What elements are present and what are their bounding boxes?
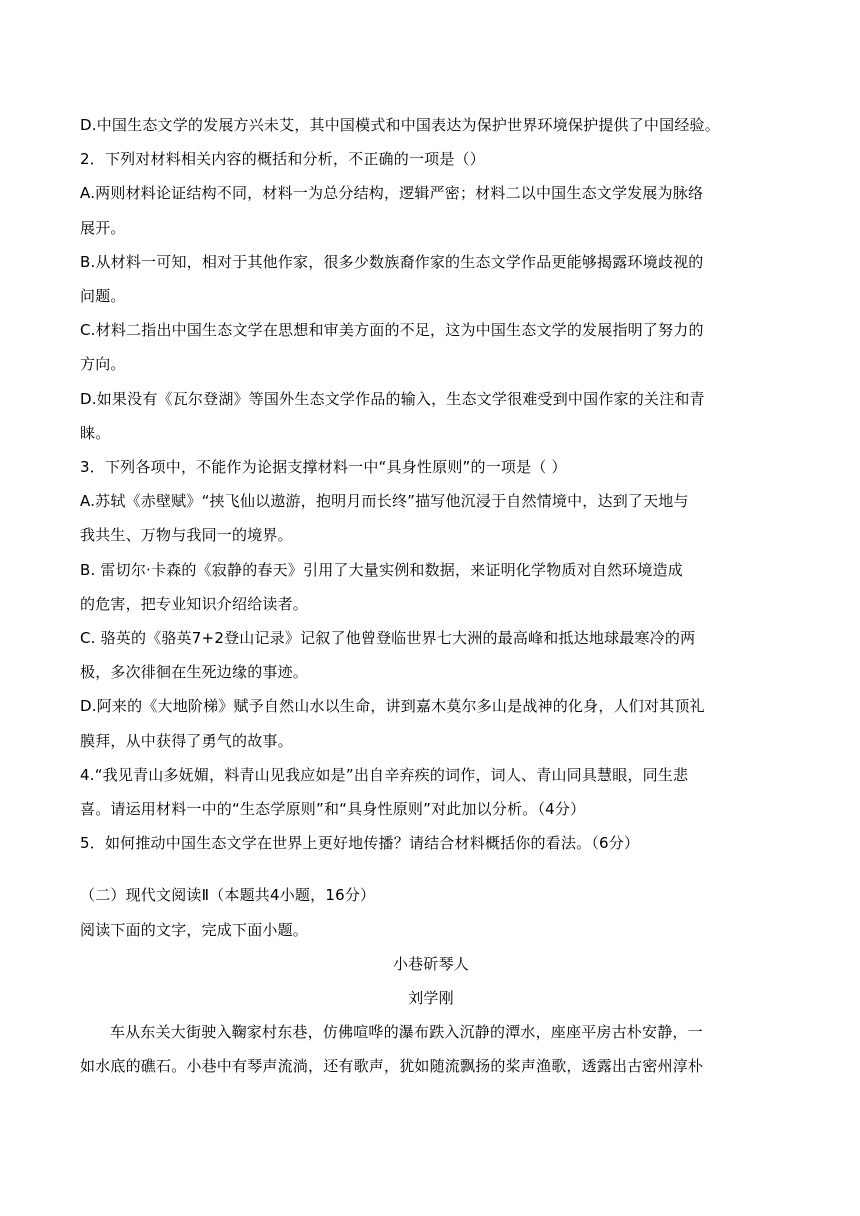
question-3: 3．下列各项中，不能作为论据支撑材料一中“具身性原则”的一项是（ ） <box>80 458 567 477</box>
q3-option-c-line1: C. 骆英的《骆英7+2登山记录》记叙了他曾登临世界七大洲的最高峰和抵达地球最寒冷的两 <box>80 629 696 648</box>
q3-option-b-line2: 的危害，把专业知识介绍给读者。 <box>80 594 309 613</box>
q2-option-c-line2: 方向。 <box>80 355 126 374</box>
q2-option-d-line2: 睐。 <box>80 423 111 442</box>
article-author: 刘学刚 <box>408 989 454 1008</box>
q3-option-d-line2: 膜拜，从中获得了勇气的故事。 <box>80 731 293 750</box>
q3-option-a-line2: 我共生、万物与我同一的境界。 <box>80 526 293 545</box>
question-2: 2．下列对材料相关内容的概括和分析，不正确的一项是（） <box>80 150 485 169</box>
document-page <box>80 108 782 1084</box>
q2-option-a-line2: 展开。 <box>80 218 126 237</box>
q3-option-c-line2: 极，多次徘徊在生死边缘的事迹。 <box>80 663 309 682</box>
q2-option-d-line1: D.如果没有《瓦尔登湖》等国外生态文学作品的输入，生态文学很难受到中国作家的关注和青 <box>80 389 705 408</box>
question-4-line1: 4.“我见青山多妩媚，料青山见我应如是”出自辛弃疾的词作，词人、青山同具慧眼，同生悲 <box>80 765 689 784</box>
article-title: 小巷斫琴人 <box>392 954 469 973</box>
section-gap <box>80 860 782 878</box>
question-5: 5．如何推动中国生态文学在世界上更好地传播？请结合材料概括你的看法。（6分） <box>80 834 640 853</box>
q2-option-b-line1: B.从材料一可知，相对于其他作家，很多少数族裔作家的生态文学作品更能够揭露环境歧视的 <box>80 252 704 271</box>
q2-option-a-line1: A.两则材料论证结构不同，材料一为总分结构，逻辑严密；材料二以中国生态文学发展为脉络 <box>80 184 704 203</box>
article-paragraph-line2: 如水底的礁石。小巷中有琴声流淌，还有歌声，犹如随流飘扬的桨声渔歌，透露出古密州淳朴 <box>80 1057 704 1076</box>
option-d-q1-line: D.中国生态文学的发展方兴未艾，其中国模式和中国表达为保护世界环境保护提供了中国经验。 <box>80 116 720 134</box>
q3-option-a-line1: A.苏轼《赤壁赋》“挟飞仙以遨游，抱明月而长终”描写他沉浸于自然情境中，达到了天地与 <box>80 492 689 511</box>
q2-option-b-line2: 问题。 <box>80 287 126 306</box>
article-paragraph-line1: 车从东关大街驶入鞠家村东巷，仿佛喧哗的瀑布跌入沉静的潭水，座座平房古朴安静，一 <box>110 1023 703 1042</box>
section-heading: （二）现代文阅读Ⅱ（本题共4小题，16分） <box>80 886 376 905</box>
question-4-line2: 喜。请运用材料一中的“生态学原则”和“具身性原则”对此加以分析。（4分） <box>80 800 586 819</box>
q2-option-c-line1: C.材料二指出中国生态文学在思想和审美方面的不足，这为中国生态文学的发展指明了努力的 <box>80 321 704 340</box>
reading-instruction: 阅读下面的文字，完成下面小题。 <box>80 920 309 939</box>
q3-option-b-line1: B. 雷切尔·卡森的《寂静的春天》引用了大量实例和数据，来证明化学物质对自然环境造成 <box>80 560 683 579</box>
q3-option-d-line1: D.阿来的《大地阶梯》赋予自然山水以生命，讲到嘉木莫尔多山是战神的化身，人们对其顶礼 <box>80 697 705 716</box>
